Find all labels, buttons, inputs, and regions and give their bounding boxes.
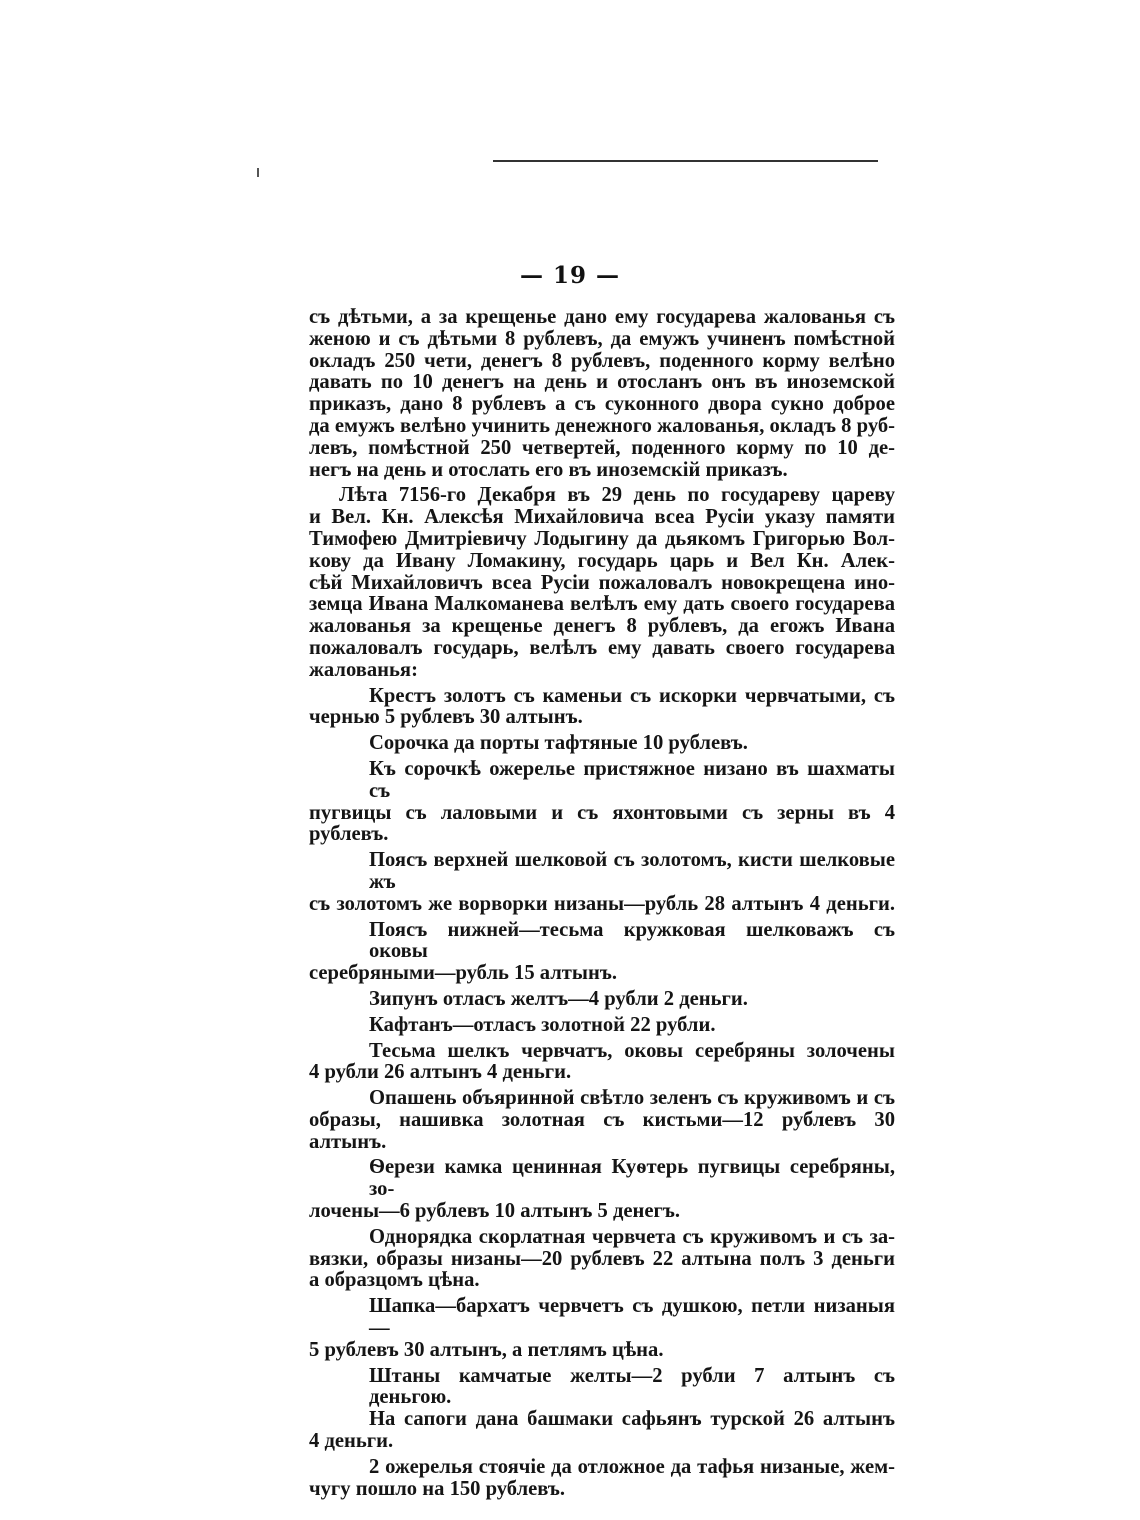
text-line: чугу пошло на 150 рублевъ. [309, 1478, 566, 1500]
margin-mark [257, 168, 259, 177]
text-line: приказъ, дано 8 рублевъ а съ суконного двора сукно доброе [309, 394, 895, 416]
text-line: съ золотомъ же ворворки низаны—рубль 28 алтынъ 4 деньги. [309, 893, 895, 915]
text-line: серебряными—рубль 15 алтынъ. [309, 963, 618, 985]
text-line: жалованья за крещенье денегъ 8 рублевъ, да егожъ Ивана [309, 616, 895, 638]
text-line: кову да Ивану Ломакину, государь царь и Вел Кн. Алек- [309, 550, 895, 572]
text-line: Поясъ нижней—тесьма кружковая шелковажъ съ оковы [369, 919, 895, 963]
text-line: пожаловалъ государь, велѣлъ ему давать своего государева [309, 637, 895, 659]
text-line: негъ на день и отослать его въ иноземскій приказъ. [309, 459, 788, 481]
text-line: 5 рублевъ 30 алтынъ, а петлямъ цѣна. [309, 1339, 664, 1361]
text-line: пугвицы съ лаловыми и съ яхонтовыми съ зерны въ 4 рублевъ. [309, 802, 895, 846]
text-line: Къ сорочкѣ ожерелье пристяжное низано въ шахматы съ [369, 758, 895, 802]
text-line: левъ, помѣстной 250 четвертей, поденного корму по 10 де- [309, 437, 895, 459]
text-line: женою и съ дѣтьми 8 рублевъ, да емужъ учиненъ помѣстной [309, 328, 895, 350]
text-line: Тесьма шелкъ червчатъ, оковы серебряны золочены [369, 1040, 895, 1062]
text-line: образы, нашивка золотная съ кистьми—12 рублевъ 30 алтынъ. [309, 1109, 895, 1153]
text-line: На сапоги дана башмаки сафьянъ турской 26 алтынъ [369, 1409, 895, 1431]
text-line: Сорочка да порты тафтяные 10 рублевъ. [369, 733, 748, 755]
text-line: земца Ивана Малкоманева велѣлъ ему дать своего государева [309, 594, 895, 616]
text-line: Шапка—бархатъ червчетъ съ душкою, петли низаныя— [369, 1296, 895, 1340]
text-line: Тимофею Дмитріевичу Лодыгину да дьякомъ Григорью Вол- [309, 528, 895, 550]
text-line: Однорядка скорлатная червчета съ круживомъ и съ за- [369, 1226, 895, 1248]
text-line: съ дѣтьми, а за крещенье дано ему государева жалованья съ [309, 307, 895, 328]
text-line: жалованья: [309, 659, 418, 681]
text-line: да емужъ велѣно учинить денежного жалованья, окладъ 8 руб- [309, 415, 895, 437]
text-line: и Вел. Кн. Алексѣя Михайловича всеа Русіи указу памяти [309, 507, 895, 529]
text-line: Поясъ верхней шелковой съ золотомъ, кисти шелковые жъ [369, 850, 895, 893]
text-line: Зипунъ отласъ желтъ—4 рубли 2 деньги. [369, 988, 748, 1010]
text-line: 4 рубли 26 алтынъ 4 деньги. [309, 1062, 572, 1084]
text-line: Штаны камчатые желты—2 рубли 7 алтынъ съ деньгою. [369, 1365, 895, 1409]
text-line: Кафтанъ—отласъ золотной 22 рубли. [369, 1014, 716, 1036]
text-line: Опашень объяринной свѣтло зеленъ съ круживомъ и съ [369, 1088, 895, 1110]
top-rule [493, 160, 878, 162]
text-line: Лѣта 7156-го Декабря въ 29 день по государеву цареву [339, 485, 895, 507]
text-line: давать по 10 денегъ на день и отосланъ онъ въ иноземской [309, 372, 895, 394]
page-number: — 19 — [519, 262, 621, 289]
text-line: вязки, образы низаны—20 рублевъ 22 алтына полъ 3 деньги [309, 1248, 895, 1270]
text-line: окладъ 250 чети, денегъ 8 рублевъ, поденного корму велѣно [309, 350, 895, 372]
text-line: 4 деньги. [309, 1431, 394, 1453]
text-line: чернью 5 рублевъ 30 алтынъ. [309, 707, 583, 729]
page-body [309, 307, 895, 1500]
text-line: Ѳерези камка ценинная Куѳтерь пугвицы серебряны, зо- [369, 1157, 895, 1201]
text-line: лочены—6 рублевъ 10 алтынъ 5 денегъ. [309, 1201, 681, 1223]
text-line: Крестъ золотъ съ каменьи съ искорки червчатыми, съ [369, 685, 895, 707]
text-line: 2 ожерелья стоячіе да отложное да тафья низаные, жем- [369, 1456, 895, 1478]
text-line: сѣй Михайловичъ всеа Русіи пожаловалъ новокрещена ино- [309, 572, 895, 594]
text-line: а образцомъ цѣна. [309, 1270, 480, 1292]
